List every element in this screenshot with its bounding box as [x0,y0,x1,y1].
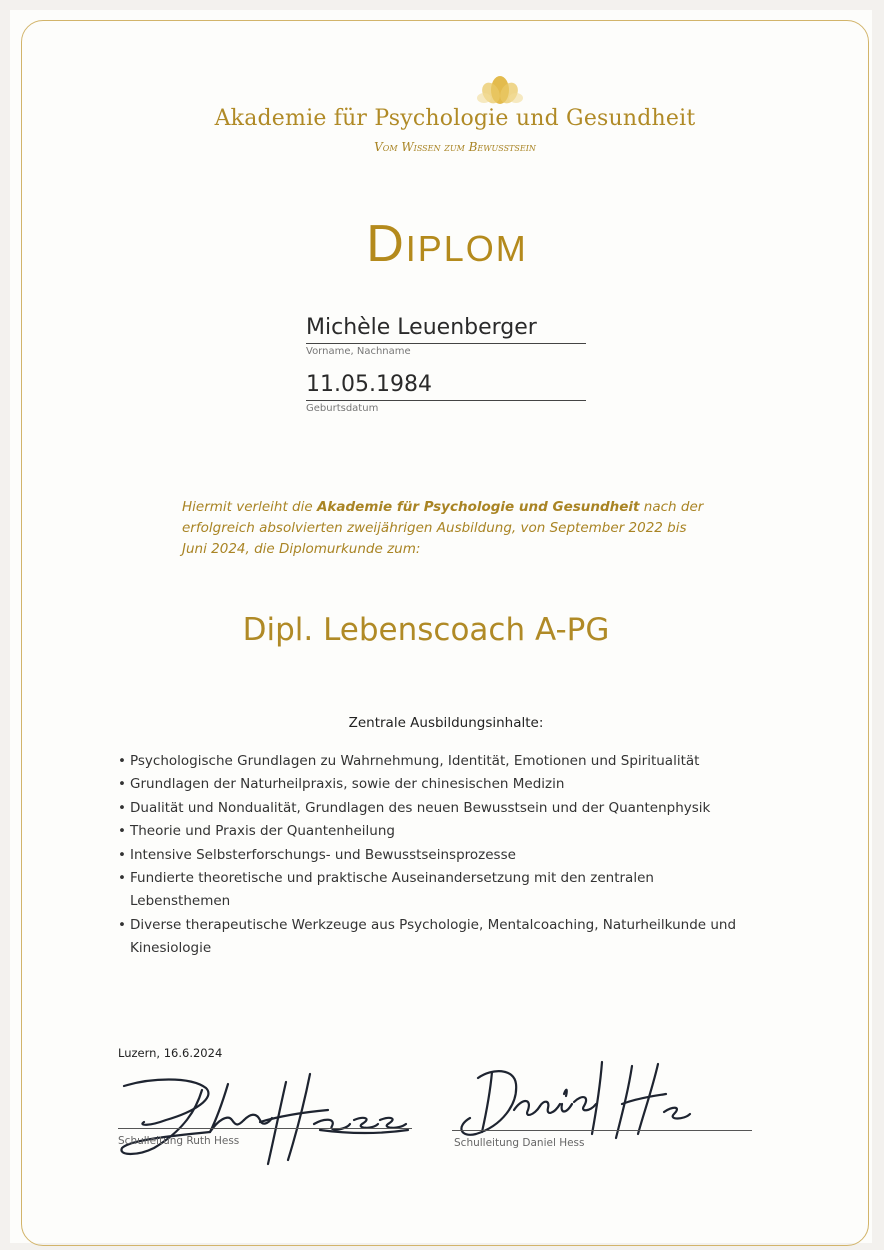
name-value: Michèle Leuenberger [306,314,586,344]
list-item: • Fundierte theoretische und praktische Auseinandersetzung mit den zentralen Lebensthemen [118,867,758,914]
intro-organization: Akademie für Psychologie und Gesundheit [316,499,640,515]
name-field [306,314,586,357]
signature-line-1 [118,1128,412,1129]
lotus-icon [474,70,526,106]
diploma-title: Diplom [366,215,528,273]
list-item: • Psychologische Grundlagen zu Wahrnehmung, Identität, Emotionen und Spiritualität [118,750,758,773]
degree-title: Dipl. Lebenscoach A-PG [242,612,610,648]
list-item: • Theorie und Praxis der Quantenheilung [118,820,758,843]
contents-list [118,750,758,961]
name-label: Vorname, Nachname [306,346,411,357]
organization-tagline: Vom Wissen zum Bewusstsein [374,140,536,154]
list-item: • Dualität und Nondualität, Grundlagen des neuen Bewusstsein und der Quantenphysik [118,797,758,820]
list-item: • Grundlagen der Naturheilpraxis, sowie der chinesischen Medizin [118,773,758,796]
signature-daniel-hess [452,1054,712,1150]
signature-line-2 [452,1130,752,1131]
place-date: Luzern, 16.6.2024 [118,1046,223,1060]
intro-text [182,497,712,560]
birthdate-value: 11.05.1984 [306,371,586,401]
birthdate-field [306,371,586,414]
signature-ruth-hess [110,1064,420,1170]
birthdate-label: Geburtsdatum [306,403,379,414]
list-item: • Intensive Selbsterforschungs- und Bewusstseinsprozesse [118,844,758,867]
organization-name: Akademie für Psychologie und Gesundheit [214,106,696,131]
signature-1-label: Schulleitung Ruth Hess [118,1135,240,1147]
list-item: • Diverse therapeutische Werkzeuge aus Psychologie, Mentalcoaching, Naturheilkunde und Kinesiologie [118,914,758,961]
signature-2-label: Schulleitung Daniel Hess [454,1137,585,1149]
intro-after: nach der erfolgreich absolvierten zweijährigen Ausbildung, von September 2022 bis Juni 2024, die Diplomurkunde zum: [182,499,704,557]
contents-heading: Zentrale Ausbildungsinhalte: [348,715,544,731]
intro-before: Hiermit verleiht die [182,499,317,515]
